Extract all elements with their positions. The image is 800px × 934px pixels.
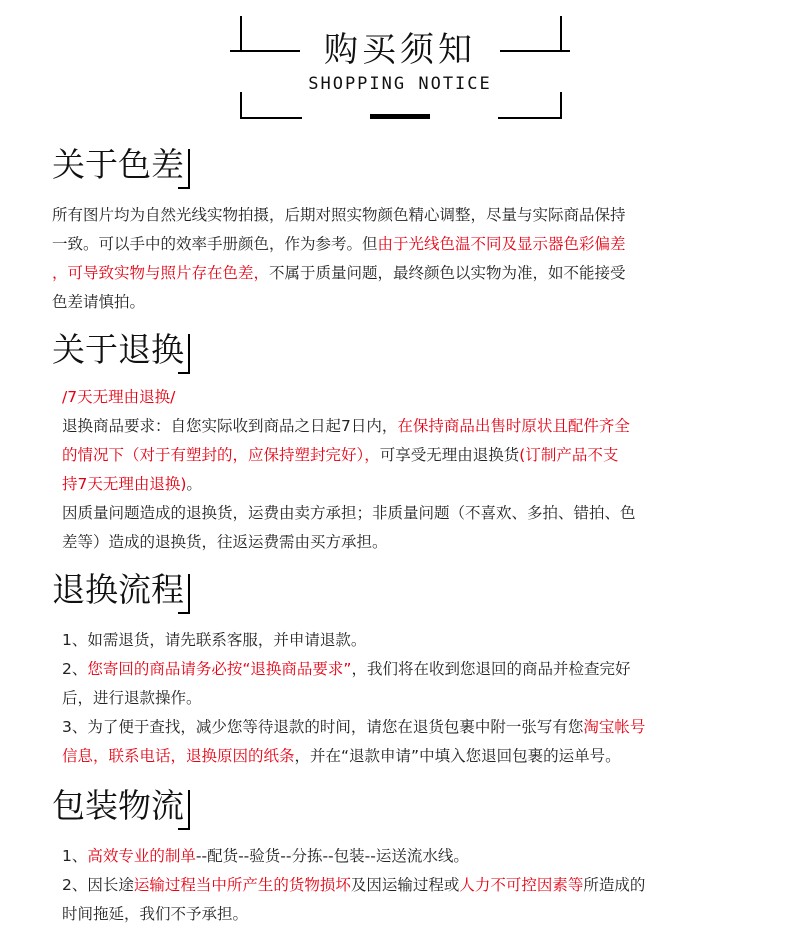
header-frame-line [498, 117, 562, 119]
returns-paragraph [62, 383, 636, 557]
text-span: 所造成的 [583, 876, 646, 894]
text-line: 后，进行退款操作。 [62, 689, 202, 707]
text-span: 不属于质量问题，最终颜色以实物为准，如不能接受 [269, 264, 626, 282]
text-span: 2、 [62, 660, 88, 678]
logistics-paragraph [62, 842, 645, 929]
text-line [62, 412, 636, 441]
header-frame-line [500, 50, 570, 52]
text-line: 时间拖延，我们不予承担。 [62, 905, 249, 923]
highlight-text: ，可导致实物与照片存在色差， [52, 264, 270, 282]
text-line [52, 230, 626, 259]
text-line [52, 259, 626, 288]
highlight-text: 高效专业的制单 [87, 847, 196, 865]
section-title-process [52, 568, 190, 612]
title-bracket [178, 612, 190, 614]
highlight-text: 信息，联系电话，退换原因的纸条 [62, 747, 295, 765]
section-title-text: 退换流程 [52, 570, 184, 609]
text-line: 差等）造成的退换货，往返运费需由买方承担。 [62, 533, 388, 551]
page-subtitle: SHOPPING NOTICE [308, 74, 492, 94]
highlight-text: 运输过程当中所产生的货物损坏 [133, 876, 351, 894]
returns-tag: /7天无理由退换/ [62, 388, 176, 406]
text-span: 2、因长途 [62, 876, 134, 894]
text-line [62, 742, 645, 771]
title-bracket [188, 574, 190, 612]
section-title-text: 包装物流 [52, 786, 184, 825]
highlight-text: 持7天无理由退换) [62, 475, 187, 493]
text-line [62, 441, 636, 470]
section-title-text: 关于退换 [52, 330, 184, 369]
section-title-text: 关于色差 [52, 145, 184, 184]
text-span: ，我们将在收到您退回的商品并检查完好 [351, 660, 631, 678]
section-title-returns [52, 328, 190, 372]
title-bracket [188, 790, 190, 828]
color-paragraph [52, 201, 626, 317]
highlight-text: 人力不可控因素等 [459, 876, 584, 894]
text-span: ，并在“退款申请”中填入您退回包裹的运单号。 [294, 747, 621, 765]
shopping-notice-header [0, 0, 800, 120]
text-span: 退换商品要求：自您实际收到商品之日起7日内， [62, 417, 398, 435]
header-frame-line [240, 92, 242, 118]
process-paragraph [62, 626, 645, 771]
header-frame-line [240, 16, 242, 50]
highlight-text: 淘宝帐号 [583, 718, 646, 736]
header-frame-line [560, 16, 562, 50]
title-bracket [188, 334, 190, 372]
title-bracket [188, 149, 190, 187]
text-span: 可享受无理由退换货 [379, 446, 520, 464]
text-span: 1、 [62, 847, 88, 865]
highlight-text: 的情况下（对于有塑封的，应保持塑封完好）， [62, 446, 380, 464]
text-line: 因质量问题造成的退换货，运费由卖方承担；非质量问题（不喜欢、多拍、错拍、色 [62, 504, 636, 522]
header-frame-line [560, 92, 562, 118]
text-line [62, 713, 645, 742]
title-bracket [178, 187, 190, 189]
text-line [62, 842, 645, 871]
text-line: 色差请慎拍。 [52, 293, 146, 311]
highlight-text: 您寄回的商品请务必按“退换商品要求” [87, 660, 352, 678]
highlight-text: (订制产品不支 [519, 446, 619, 464]
text-line: 1、如需退货，请先联系客服，并申请退款。 [62, 631, 367, 649]
text-span: 一致。可以手中的效率手册颜色，作为参考。但 [52, 235, 378, 253]
highlight-text: 在保持商品出售时原状且配件齐全 [397, 417, 630, 435]
highlight-text: 由于光线色温不同及显示器色彩偏差 [377, 235, 626, 253]
section-title-logistics [52, 784, 190, 828]
text-line [62, 470, 636, 499]
text-line: 所有图片均为自然光线实物拍摄，后期对照实物颜色精心调整，尽量与实际商品保持 [52, 206, 626, 224]
text-span: 及因运输过程或 [350, 876, 460, 894]
text-span: 。 [186, 475, 202, 493]
text-line [62, 655, 645, 684]
text-span: --配货--验货--分拣--包装--运送流水线。 [195, 847, 469, 865]
page-title: 购买须知 [324, 30, 476, 70]
header-frame-line [230, 50, 300, 52]
text-line [62, 871, 645, 900]
title-bracket [178, 828, 190, 830]
section-title-color [52, 143, 190, 187]
header-frame-line [240, 117, 302, 119]
title-bracket [178, 372, 190, 374]
text-span: 3、为了便于查找，减少您等待退款的时间，请您在退货包裹中附一张写有您 [62, 718, 584, 736]
header-accent-bar [370, 114, 430, 119]
